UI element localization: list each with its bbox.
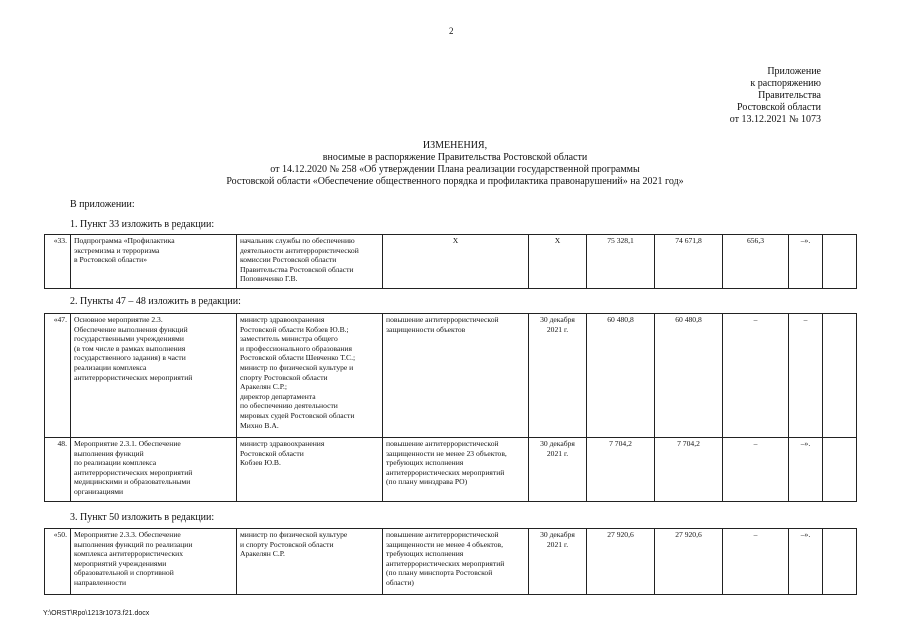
- measure-name: Мероприятие 2.3.1. Обеспечение выполнения функций по реализации комплекса антитеррористических мероприятий медицинскими и образовательными организациями: [71, 438, 237, 502]
- heading-line: Ростовской области «Обеспечение общественного порядка и профилактика правонарушений» на 2021 год»: [226, 176, 684, 187]
- measure-name: Основное мероприятие 2.3. Обеспечение выполнения функций государственными учреждениями (в том числе в рамках выполнения государственного задания) в части реализации комплекса антитеррористических мероприятий: [71, 314, 237, 438]
- heading-line: от 14.12.2020 № 258 «Об утверждении Плана реализации государственной программы: [270, 164, 640, 175]
- responsible: министр здравоохранения Ростовской области Кобзев Ю.В.; заместитель министра общего и профессионального образования Ростовской области Шевченко Т.С.; министр по физической культуре и спорту Ростовской области Аракелян С.Р.; директор департамента по обеспечению деятельности мировых судей Ростовской области Михно В.А.: [237, 314, 383, 438]
- appendix-block: [661, 66, 821, 126]
- expected-result: повышение антитеррористической защищенности не менее 23 объектов, требующих исполнения антитеррористических мероприятий (по плану минздрава РО): [383, 438, 529, 502]
- appendix-line: к распоряжению: [750, 78, 821, 89]
- changes-table-50: [44, 528, 857, 595]
- document-heading: [150, 140, 760, 188]
- table-row: [45, 314, 857, 438]
- table-row: [45, 438, 857, 502]
- heading-title: ИЗМЕНЕНИЯ,: [422, 140, 488, 151]
- expected-result: повышение антитеррористической защищенности объектов: [383, 314, 529, 438]
- section-title: 3. Пункт 50 изложить в редакции:: [70, 512, 215, 523]
- section-title: 2. Пункты 47 – 48 изложить в редакции:: [70, 296, 241, 307]
- value-federal: –: [723, 529, 789, 595]
- expected-result: Х: [383, 235, 529, 289]
- value-other: –».: [789, 438, 823, 502]
- value-federal: 656,3: [723, 235, 789, 289]
- value-total: 7 704,2: [587, 438, 655, 502]
- table-row: [45, 529, 857, 595]
- changes-table-47-48: [44, 313, 857, 502]
- value-total: 27 920,6: [587, 529, 655, 595]
- page-number: 2: [449, 26, 454, 36]
- intro-text: В приложении:: [70, 199, 135, 210]
- section-title: 1. Пункт 33 изложить в редакции:: [70, 219, 215, 230]
- responsible: начальник службы по обеспечению деятельности антитеррористической комиссии Ростовской области Правительства Ростовской области Поповиченко Г.В.: [237, 235, 383, 289]
- value-other: –».: [789, 235, 823, 289]
- value-total: 60 480,8: [587, 314, 655, 438]
- table-row: [45, 235, 857, 289]
- heading-line: вносимые в распоряжение Правительства Ростовской области: [322, 152, 588, 163]
- row-number: «47.: [45, 314, 71, 438]
- value-regional: 74 671,8: [655, 235, 723, 289]
- value-regional: 60 480,8: [655, 314, 723, 438]
- changes-table-33: [44, 234, 857, 289]
- value-other: –».: [789, 529, 823, 595]
- deadline: 30 декабря 2021 г.: [529, 438, 587, 502]
- value-regional: 7 704,2: [655, 438, 723, 502]
- appendix-line: Правительства: [758, 90, 821, 101]
- row-number: «50.: [45, 529, 71, 595]
- value-federal: –: [723, 314, 789, 438]
- row-end: [823, 438, 857, 502]
- expected-result: повышение антитеррористической защищенности не менее 4 объектов, требующих исполнения антитеррористических мероприятий (по плану минспорта Ростовской области): [383, 529, 529, 595]
- deadline: 30 декабря 2021 г.: [529, 314, 587, 438]
- appendix-line: Приложение: [767, 66, 821, 77]
- value-federal: –: [723, 438, 789, 502]
- appendix-date: от 13.12.2021 № 1073: [729, 114, 821, 125]
- responsible: министр здравоохранения Ростовской области Кобзев Ю.В.: [237, 438, 383, 502]
- row-number: «33.: [45, 235, 71, 289]
- value-regional: 27 920,6: [655, 529, 723, 595]
- measure-name: Подпрограмма «Профилактика экстремизма и терроризма в Ростовской области»: [71, 235, 237, 289]
- measure-name: Мероприятие 2.3.3. Обеспечение выполнения функций по реализации комплекса антитеррористических мероприятий учреждениями образовательной и спортивной направленности: [71, 529, 237, 595]
- value-total: 75 328,1: [587, 235, 655, 289]
- deadline: 30 декабря 2021 г.: [529, 529, 587, 595]
- value-other: –: [789, 314, 823, 438]
- row-number: 48.: [45, 438, 71, 502]
- file-path-footer: Y:\ORST\Rpo\1213r1073.f21.docx: [43, 610, 150, 617]
- row-end: [823, 314, 857, 438]
- appendix-line: Ростовской области: [737, 102, 821, 113]
- row-end: [823, 235, 857, 289]
- responsible: министр по физической культуре и спорту Ростовской области Аракелян С.Р.: [237, 529, 383, 595]
- deadline: Х: [529, 235, 587, 289]
- row-end: [823, 529, 857, 595]
